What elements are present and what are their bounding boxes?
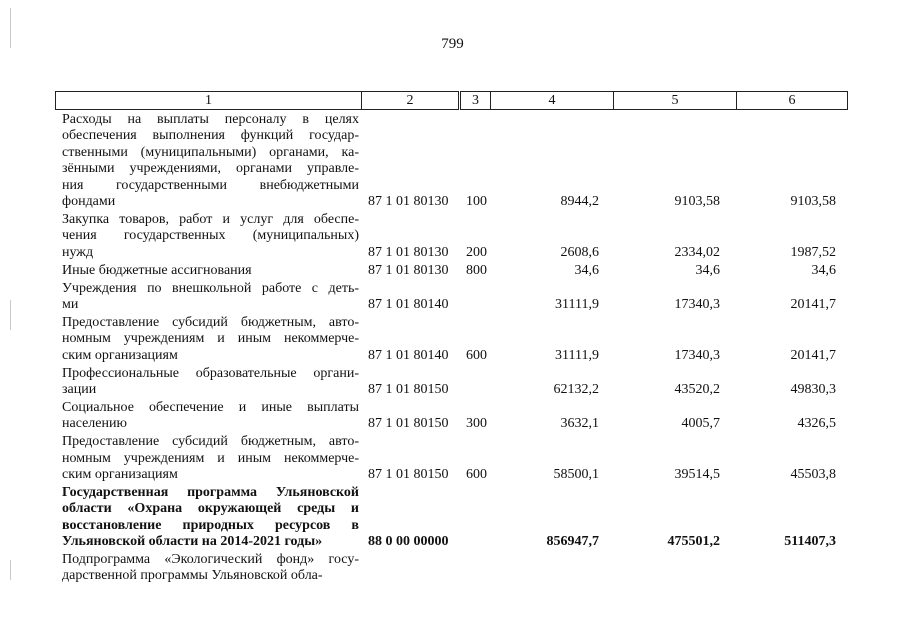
row-value-2020: 9103,58 [674,194,720,210]
row-name-line: Предоставление субсидий бюджетным, авто- [62,314,359,330]
row-value-2019: 2608,6 [560,244,599,260]
table-row [62,112,842,210]
row-value-2021: 1987,52 [790,244,836,260]
table-row [62,212,842,261]
column-header-6: 6 [737,92,848,110]
row-name [62,212,359,261]
row-name-line: ским организациям [62,347,178,363]
row-name-line: Предоставление субсидий бюджетным, авто- [62,434,359,450]
scan-edge-mark [10,300,11,330]
row-name-line: Социальное обеспечение и иные выплаты [62,399,359,415]
row-code: 87 1 01 80150 [368,467,449,483]
table-row [62,552,842,585]
row-expense-type: 800 [466,262,487,278]
row-code: 87 1 01 80150 [368,416,449,432]
row-value-2019: 8944,2 [560,194,599,210]
row-name [62,315,359,364]
row-expense-type: 300 [466,416,487,432]
row-expense-type: 600 [466,467,487,483]
row-code: 88 0 00 00000 [368,534,449,550]
row-value-2021: 20141,7 [790,296,836,312]
column-header-4: 4 [491,92,614,110]
row-name-line: ми [62,296,79,312]
scan-edge-mark [10,560,11,580]
row-value-2019: 31111,9 [555,347,599,363]
row-value-2021: 511407,3 [784,534,836,550]
row-value-2019: 3632,1 [560,416,599,432]
row-value-2020: 475501,2 [667,534,720,550]
row-value-2019: 62132,2 [553,382,599,397]
row-value-2020: 43520,2 [674,382,720,397]
column-header-2: 2 [362,92,460,110]
table-row [62,281,842,314]
row-value-2021: 4326,5 [797,416,836,432]
row-name-line: номным учреждениям и иным некоммерче- [62,450,359,466]
row-code: 87 1 01 80140 [368,347,449,363]
row-value-2020: 39514,5 [674,467,720,483]
row-code: 87 1 01 80130 [368,244,449,260]
row-name-line: восстановление природных ресурсов в [62,517,359,533]
row-name-line: Закупка товаров, работ и услуг для обеспе- [62,211,359,227]
row-code: 87 1 01 80130 [368,194,449,210]
page-number: 799 [441,36,464,52]
row-value-2020: 34,6 [695,262,720,278]
row-name [62,400,359,433]
row-value-2019: 34,6 [574,262,599,278]
table-row [62,366,842,399]
row-name-line: Подпрограмма «Экологический фонд» госу- [62,552,359,568]
row-name-line: фондами [62,194,116,210]
column-header-row [56,92,848,110]
row-value-2020: 2334,02 [674,244,720,260]
row-value-2021: 20141,7 [790,347,836,363]
row-name [62,552,359,585]
row-name-line: Учреждения по внешкольной работе с деть- [62,280,359,296]
row-name [62,112,359,210]
table-row [62,400,842,433]
row-expense-type: 100 [466,194,487,210]
row-value-2020: 17340,3 [674,296,720,312]
row-name-line: дарственной программы Ульяновской обла- [62,568,323,584]
row-name [62,434,359,483]
row-name-line: зёнными учреждениями, органами управле- [62,161,359,177]
column-header-5: 5 [614,92,737,110]
row-code: 87 1 01 80140 [368,296,449,312]
table-row [62,315,842,364]
row-value-2021: 45503,8 [790,467,836,483]
row-expense-type: 600 [466,347,487,363]
row-expense-type: 200 [466,244,487,260]
row-name-line: Профессиональные образовательные органи- [62,365,359,381]
row-name-line: ским организациям [62,467,178,483]
row-name-line: ственными (муниципальными) органами, ка- [62,144,359,160]
row-name-line: Расходы на выплаты персоналу в целях [62,112,359,127]
row-name [62,485,359,551]
row-name-line: Государственная программа Ульяновской [62,484,359,500]
row-code: 87 1 01 80150 [368,382,449,397]
row-value-2019: 856947,7 [546,534,599,550]
row-value-2020: 4005,7 [681,416,720,432]
row-name [62,366,359,399]
row-name-line: ния государственными внебюджетными [62,177,359,193]
row-name-line: Иные бюджетные ассигнования [62,262,252,278]
row-name-line: зации [62,382,97,397]
column-header-1: 1 [56,92,362,110]
row-value-2019: 31111,9 [555,296,599,312]
row-value-2021: 34,6 [811,262,836,278]
row-name-line: номным учреждениям и иным некоммерче- [62,331,359,347]
row-name-line: обеспечения выполнения функций государ- [62,128,359,144]
row-name-line: Ульяновской области на 2014-2021 годы» [62,534,323,550]
row-name-line: нужд [62,244,94,260]
row-name-line: области «Охрана окружающей среды и [62,501,359,517]
row-name-line: чения государственных (муниципальных) [62,228,359,244]
table-row [62,263,842,279]
column-header-3: 3 [460,92,491,110]
table-row [62,434,842,483]
row-value-2021: 49830,3 [790,382,836,397]
budget-table-body [62,112,842,585]
table-row [62,485,842,551]
row-value-2019: 58500,1 [553,467,599,483]
row-value-2021: 9103,58 [790,194,836,210]
row-value-2020: 17340,3 [674,347,720,363]
row-name [62,281,359,314]
column-header-table [55,91,848,110]
row-code: 87 1 01 80130 [368,262,449,278]
row-name [62,263,359,279]
row-name-line: населению [62,416,127,432]
